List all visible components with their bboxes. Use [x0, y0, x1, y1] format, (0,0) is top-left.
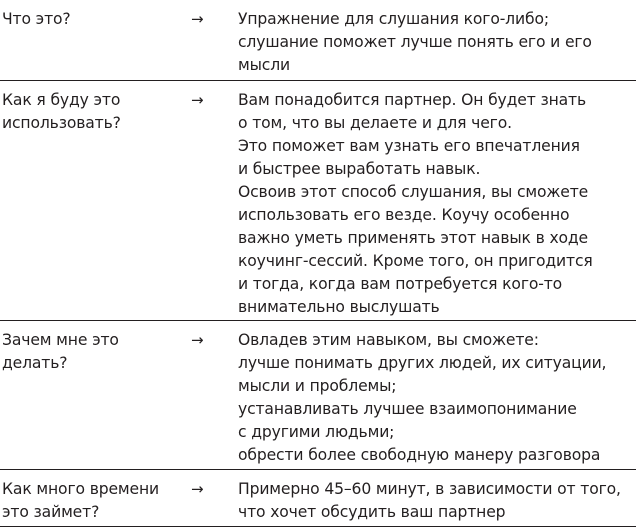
arrow-right-icon: →	[191, 10, 204, 28]
row-divider	[0, 80, 636, 81]
arrow-right-icon: →	[191, 480, 204, 498]
answer-why-do-it: Овладев этим навыком, вы сможете: лучше понимать других людей, их ситуации, мысли и проблемы; устанавливать лучшее взаимопонимание с другими людьми; обрести более свободную манеру разговора	[238, 331, 607, 464]
answer-what-is-it: Упражнение для слушания кого-либо; слушание поможет лучше понять его и его мысли	[238, 10, 592, 74]
arrow-right-icon: →	[191, 91, 204, 109]
question-what-is-it: Что это?	[2, 10, 71, 28]
question-how-to-use: Как я буду это использовать?	[2, 91, 121, 132]
question-how-long: Как много времени это займет?	[2, 480, 160, 521]
answer-how-to-use: Вам понадобится партнер. Он будет знать о том, что вы делаете и для чего. Это поможет вам узнать его впечатления и быстрее выработать навык. Освоив этот способ слушания, вы сможете использовать его везде. Коучу особенно важно уметь применять этот навык в ходе коучинг-сессий. Кроме того, он пригодится и тогда, когда вам потребуется кого-то внимательно выслушать	[238, 91, 593, 316]
row-divider	[0, 320, 636, 321]
arrow-right-icon: →	[191, 331, 204, 349]
answer-how-long: Примерно 45–60 минут, в зависимости от того, что хочет обсудить ваш партнер	[238, 480, 621, 521]
row-divider	[0, 469, 636, 470]
question-why-do-it: Зачем мне это делать?	[2, 331, 119, 372]
